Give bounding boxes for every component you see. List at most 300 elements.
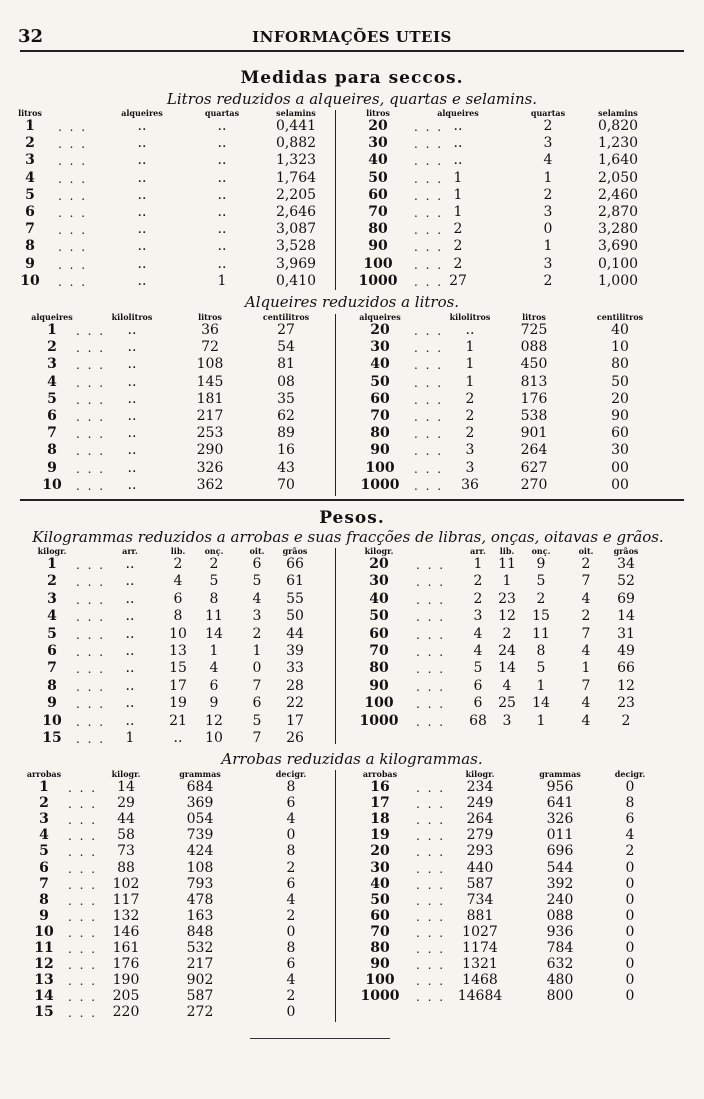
table-cell: 0 bbox=[252, 660, 262, 677]
table-cell: 27 bbox=[277, 322, 295, 338]
table-cell: .. bbox=[127, 459, 137, 476]
row-label: 60 bbox=[370, 907, 390, 924]
table-cell: 1 bbox=[536, 677, 546, 694]
table-cell: 1 bbox=[252, 643, 262, 659]
row-label: 1000 bbox=[360, 476, 400, 493]
table-cell: 1 bbox=[453, 169, 463, 186]
leader-dots: . . . bbox=[76, 324, 106, 338]
table-cell: 17 bbox=[286, 712, 304, 729]
table-cell: 12 bbox=[205, 712, 223, 729]
table-cell: 3 bbox=[252, 608, 262, 625]
leader-dots: . . . bbox=[414, 154, 444, 169]
leader-dots: . . . bbox=[414, 392, 444, 407]
table-cell: 161 bbox=[112, 940, 140, 956]
leader-dots: . . . bbox=[414, 410, 444, 424]
row-label: 9 bbox=[25, 255, 35, 272]
row-label: 50 bbox=[370, 373, 390, 390]
table1-subtitle: Litros reduzidos a alqueires, quartas e selamins. bbox=[166, 90, 538, 108]
table-cell: 1 bbox=[453, 186, 463, 203]
row-label: 2 bbox=[47, 339, 57, 356]
row-label: 10 bbox=[34, 923, 54, 940]
leader-dots: . . . bbox=[416, 697, 446, 712]
table-cell: .. bbox=[217, 169, 227, 186]
leader-dots: . . . bbox=[414, 358, 444, 373]
leader-dots: . . . bbox=[76, 461, 106, 476]
table-cell: 240 bbox=[546, 891, 574, 908]
table-cell: 12 bbox=[498, 608, 516, 625]
table-cell: 23 bbox=[498, 590, 516, 607]
leader-dots: . . . bbox=[414, 341, 444, 356]
table-cell: 88 bbox=[117, 859, 135, 876]
leader-dots: . . . bbox=[416, 909, 446, 924]
table-cell: 1027 bbox=[462, 923, 498, 940]
row-label: 20 bbox=[370, 322, 390, 338]
table-cell: 7 bbox=[581, 573, 591, 590]
leader-dots: . . . bbox=[416, 592, 446, 607]
row-label: 5 bbox=[47, 390, 57, 407]
row-label: 9 bbox=[47, 459, 57, 476]
table-cell: 3 bbox=[543, 255, 553, 272]
row-label: 7 bbox=[47, 425, 57, 442]
table-cell: 4 bbox=[286, 811, 296, 828]
table-cell: 20 bbox=[611, 390, 629, 407]
table-cell: 3,087 bbox=[275, 221, 317, 238]
table-cell: 11 bbox=[532, 625, 550, 642]
table-cell: .. bbox=[137, 135, 147, 152]
row-label: 15 bbox=[34, 1004, 54, 1021]
row-label: 40 bbox=[369, 590, 389, 607]
table-cell: 3 bbox=[502, 712, 512, 729]
leader-dots: . . . bbox=[76, 375, 106, 390]
table-cell: 0 bbox=[625, 779, 635, 795]
table-cell: 1,000 bbox=[597, 272, 639, 289]
table-cell: 4 bbox=[581, 712, 591, 729]
table-cell: 8 bbox=[625, 795, 635, 812]
table-cell: 0 bbox=[625, 891, 635, 908]
table-cell: 7 bbox=[581, 677, 591, 694]
table-cell: 4 bbox=[543, 152, 553, 169]
column-header: grammas bbox=[539, 769, 581, 779]
table-cell: 2 bbox=[252, 625, 262, 642]
table-cell: 44 bbox=[286, 625, 304, 642]
table-cell: 8 bbox=[286, 779, 296, 795]
table-cell: 734 bbox=[466, 891, 494, 908]
column-header: decigr. bbox=[275, 769, 307, 779]
leader-dots: . . . bbox=[414, 274, 444, 289]
row-label: 4 bbox=[39, 827, 49, 844]
table-cell: .. bbox=[127, 322, 137, 338]
table-cell: .. bbox=[217, 135, 227, 152]
row-label: 80 bbox=[370, 940, 390, 956]
table-cell: .. bbox=[127, 339, 137, 356]
table-cell: 2 bbox=[543, 186, 553, 203]
table-cell: 1 bbox=[209, 643, 219, 659]
table-cell: 3 bbox=[465, 442, 475, 459]
table-cell: 108 bbox=[196, 356, 224, 373]
table-cell: 6 bbox=[286, 956, 296, 973]
table-cell: 2 bbox=[173, 556, 183, 572]
row-label: 50 bbox=[370, 891, 390, 908]
table-cell: 31 bbox=[617, 625, 635, 642]
table-cell: 532 bbox=[186, 940, 214, 956]
leader-dots: . . . bbox=[68, 974, 98, 989]
leader-dots: . . . bbox=[414, 257, 444, 272]
table-cell: 1,640 bbox=[597, 152, 639, 169]
table-cell: 2 bbox=[286, 859, 296, 876]
table-cell: 793 bbox=[186, 875, 214, 892]
table-cell: 272 bbox=[186, 1004, 214, 1021]
leader-dots: . . . bbox=[414, 206, 444, 220]
table-cell: .. bbox=[127, 442, 137, 459]
row-label: 2 bbox=[39, 795, 49, 812]
table-cell: 80 bbox=[611, 356, 629, 373]
leader-dots: . . . bbox=[414, 171, 444, 186]
table-cell: 0 bbox=[625, 923, 635, 940]
table-cell: .. bbox=[217, 118, 227, 134]
table-cell: 145 bbox=[196, 373, 224, 390]
leader-dots: . . . bbox=[76, 662, 106, 677]
table-cell: 264 bbox=[466, 811, 494, 828]
table-cell: 19 bbox=[169, 695, 187, 712]
table-cell: 0,820 bbox=[597, 118, 639, 134]
table-cell: 55 bbox=[286, 590, 304, 607]
leader-dots: . . . bbox=[76, 478, 106, 493]
table-cell: 5 bbox=[209, 573, 219, 590]
table-cell: 088 bbox=[546, 907, 574, 924]
table-cell: 217 bbox=[186, 956, 214, 973]
table-cell: 176 bbox=[520, 390, 548, 407]
row-label: 1000 bbox=[359, 712, 399, 729]
table-cell: 90 bbox=[611, 408, 629, 424]
row-label: 80 bbox=[368, 221, 388, 238]
table-cell: 2 bbox=[453, 221, 463, 238]
row-label: 30 bbox=[369, 573, 389, 590]
leader-dots: . . . bbox=[76, 444, 106, 459]
table-cell: 61 bbox=[286, 573, 304, 590]
table-cell: 1,230 bbox=[597, 135, 639, 152]
row-label: 3 bbox=[25, 152, 35, 169]
leader-dots: . . . bbox=[68, 829, 98, 844]
table-cell: 2 bbox=[473, 590, 483, 607]
table-cell: 73 bbox=[117, 843, 135, 860]
table-cell: 587 bbox=[466, 875, 494, 892]
table-cell: 181 bbox=[196, 390, 224, 407]
table-cell: 2 bbox=[286, 988, 296, 1005]
row-label: 5 bbox=[25, 186, 35, 203]
leader-dots: . . . bbox=[414, 188, 444, 203]
table-cell: 7 bbox=[252, 677, 262, 694]
table-cell: 14 bbox=[205, 625, 223, 642]
table-cell: 1 bbox=[543, 238, 553, 255]
table-cell: 6 bbox=[625, 811, 635, 828]
leader-dots: . . . bbox=[76, 427, 106, 442]
table-cell: 2 bbox=[543, 118, 553, 134]
table-cell: 5 bbox=[252, 573, 262, 590]
table-cell: 901 bbox=[520, 425, 548, 442]
table-cell: .. bbox=[453, 152, 463, 169]
row-label: 80 bbox=[370, 425, 390, 442]
table-cell: 2 bbox=[621, 712, 631, 729]
table-cell: 0 bbox=[625, 907, 635, 924]
table-cell: 440 bbox=[466, 859, 494, 876]
column-header: lib. bbox=[499, 546, 515, 556]
row-label: 7 bbox=[47, 660, 57, 677]
column-divider bbox=[335, 548, 336, 744]
column-header: alqueires bbox=[437, 108, 479, 118]
table-cell: 2,870 bbox=[597, 204, 639, 220]
table-cell: 6 bbox=[252, 695, 262, 712]
table-cell: 58 bbox=[117, 827, 135, 844]
table-cell: 2 bbox=[473, 573, 483, 590]
leader-dots: . . . bbox=[416, 861, 446, 876]
table-cell: 478 bbox=[186, 891, 214, 908]
table-cell: .. bbox=[217, 238, 227, 255]
leader-dots: . . . bbox=[76, 610, 106, 625]
table-cell: 6 bbox=[209, 677, 219, 694]
leader-dots: . . . bbox=[76, 697, 106, 712]
row-label: 3 bbox=[47, 356, 57, 373]
column-header: kilogr. bbox=[364, 546, 394, 556]
column-header: grãos bbox=[613, 546, 639, 556]
table-cell: 1 bbox=[502, 573, 512, 590]
table-cell: .. bbox=[125, 677, 135, 694]
table-cell: .. bbox=[137, 152, 147, 169]
column-divider bbox=[335, 770, 336, 1022]
table-cell: 2 bbox=[625, 843, 635, 860]
table-cell: 234 bbox=[466, 779, 494, 795]
row-label: 1000 bbox=[360, 988, 400, 1005]
table-cell: .. bbox=[127, 373, 137, 390]
table-cell: 784 bbox=[546, 940, 574, 956]
table-cell: 0 bbox=[286, 827, 296, 844]
table-cell: 1 bbox=[465, 373, 475, 390]
table-cell: 29 bbox=[117, 795, 135, 812]
table-cell: 4 bbox=[173, 573, 183, 590]
table-cell: 1174 bbox=[462, 940, 498, 956]
table-cell: .. bbox=[137, 255, 147, 272]
table-cell: 62 bbox=[277, 408, 295, 424]
table-cell: 70 bbox=[277, 476, 295, 493]
leader-dots: . . . bbox=[58, 206, 88, 220]
row-label: 60 bbox=[369, 625, 389, 642]
column-header: arrobas bbox=[362, 769, 398, 779]
table-cell: .. bbox=[125, 608, 135, 625]
row-label: 40 bbox=[370, 356, 390, 373]
table-cell: 3 bbox=[465, 459, 475, 476]
row-label: 5 bbox=[39, 843, 49, 860]
leader-dots: . . . bbox=[416, 942, 446, 956]
row-label: 1000 bbox=[358, 272, 398, 289]
row-label: 20 bbox=[368, 118, 388, 134]
column-header: litros bbox=[18, 108, 42, 118]
table-cell: 544 bbox=[546, 859, 574, 876]
column-header: kilolitros bbox=[449, 312, 491, 322]
table-cell: 176 bbox=[112, 956, 140, 973]
table-cell: 2,205 bbox=[275, 186, 317, 203]
table-cell: .. bbox=[137, 238, 147, 255]
table-cell: .. bbox=[217, 152, 227, 169]
leader-dots: . . . bbox=[416, 558, 446, 572]
table-cell: 9 bbox=[536, 556, 546, 572]
table-cell: 49 bbox=[617, 643, 635, 659]
table-cell: 6 bbox=[286, 875, 296, 892]
table-cell: 450 bbox=[520, 356, 548, 373]
leader-dots: . . . bbox=[68, 893, 98, 908]
leader-dots: . . . bbox=[416, 662, 446, 677]
leader-dots: . . . bbox=[414, 461, 444, 476]
table-cell: 10 bbox=[205, 730, 223, 746]
table-cell: 2 bbox=[581, 608, 591, 625]
table-cell: 725 bbox=[520, 322, 548, 338]
column-divider bbox=[335, 110, 336, 290]
row-label: 1 bbox=[47, 556, 57, 572]
leader-dots: . . . bbox=[416, 893, 446, 908]
leader-dots: . . . bbox=[68, 958, 98, 973]
table-cell: 4 bbox=[209, 660, 219, 677]
row-label: 50 bbox=[369, 608, 389, 625]
table-cell: 1 bbox=[536, 712, 546, 729]
column-header: litros bbox=[366, 108, 390, 118]
table-cell: 66 bbox=[286, 556, 304, 572]
table-cell: .. bbox=[127, 408, 137, 424]
table-cell: 8 bbox=[173, 608, 183, 625]
row-label: 16 bbox=[370, 779, 390, 795]
column-header: kilogr. bbox=[111, 769, 141, 779]
table-cell: 3,690 bbox=[597, 238, 639, 255]
table-cell: .. bbox=[217, 186, 227, 203]
table-cell: 36 bbox=[461, 476, 479, 493]
column-header: centilitros bbox=[596, 312, 644, 322]
table-cell: .. bbox=[125, 712, 135, 729]
table-cell: 69 bbox=[617, 590, 635, 607]
table-cell: 1 bbox=[465, 356, 475, 373]
table-cell: 1 bbox=[217, 272, 227, 289]
row-label: 6 bbox=[47, 408, 57, 424]
table-cell: 0 bbox=[286, 1004, 296, 1021]
table-cell: 7 bbox=[252, 730, 262, 746]
table-cell: .. bbox=[125, 643, 135, 659]
leader-dots: . . . bbox=[68, 813, 98, 828]
column-header: decigr. bbox=[614, 769, 646, 779]
row-label: 12 bbox=[34, 956, 54, 973]
column-header: alqueires bbox=[359, 312, 401, 322]
table-cell: 0 bbox=[625, 875, 635, 892]
column-header: litros bbox=[522, 312, 546, 322]
table-cell: 0 bbox=[625, 988, 635, 1005]
leader-dots: . . . bbox=[414, 223, 444, 238]
table-cell: 0,882 bbox=[275, 135, 317, 152]
column-header: grammas bbox=[179, 769, 221, 779]
table-cell: 0 bbox=[625, 956, 635, 973]
table-cell: 5 bbox=[252, 712, 262, 729]
table-cell: 249 bbox=[466, 795, 494, 812]
table-cell: 8 bbox=[209, 590, 219, 607]
leader-dots: . . . bbox=[76, 575, 106, 590]
table-cell: 4 bbox=[581, 643, 591, 659]
row-label: 6 bbox=[47, 643, 57, 659]
column-header: kilolitros bbox=[111, 312, 153, 322]
table-cell: 217 bbox=[196, 408, 224, 424]
table-cell: .. bbox=[453, 135, 463, 152]
leader-dots: . . . bbox=[416, 679, 446, 694]
table-cell: 72 bbox=[201, 339, 219, 356]
leader-dots: . . . bbox=[414, 375, 444, 390]
table-cell: 480 bbox=[546, 972, 574, 989]
table-cell: 39 bbox=[286, 643, 304, 659]
leader-dots: . . . bbox=[76, 732, 106, 746]
leader-dots: . . . bbox=[416, 610, 446, 625]
row-label: 1 bbox=[47, 322, 57, 338]
column-header: selamins bbox=[598, 108, 638, 118]
row-label: 100 bbox=[365, 972, 395, 989]
table-cell: 264 bbox=[520, 442, 548, 459]
row-label: 8 bbox=[25, 238, 35, 255]
table-cell: 1,323 bbox=[275, 152, 317, 169]
table-cell: .. bbox=[127, 425, 137, 442]
row-label: 70 bbox=[370, 408, 390, 424]
table-cell: .. bbox=[125, 660, 135, 677]
row-label: 6 bbox=[39, 859, 49, 876]
leader-dots: . . . bbox=[68, 861, 98, 876]
row-label: 17 bbox=[370, 795, 390, 812]
row-label: 70 bbox=[370, 923, 390, 940]
table-cell: 4 bbox=[581, 590, 591, 607]
table-cell: 2 bbox=[209, 556, 219, 572]
table-cell: 4 bbox=[502, 677, 512, 694]
table-cell: 9 bbox=[209, 695, 219, 712]
table-cell: .. bbox=[137, 118, 147, 134]
table-cell: 2 bbox=[465, 408, 475, 424]
leader-dots: . . . bbox=[416, 627, 446, 642]
table-cell: 270 bbox=[520, 476, 548, 493]
table-cell: 3 bbox=[543, 204, 553, 220]
table-cell: 13 bbox=[169, 643, 187, 659]
table-cell: 89 bbox=[277, 425, 295, 442]
table-cell: 1 bbox=[125, 730, 135, 746]
table-cell: 2 bbox=[465, 425, 475, 442]
leader-dots: . . . bbox=[416, 829, 446, 844]
table-cell: 4 bbox=[286, 891, 296, 908]
row-label: 90 bbox=[369, 677, 389, 694]
table-cell: .. bbox=[137, 221, 147, 238]
column-header: litros bbox=[198, 312, 222, 322]
leader-dots: . . . bbox=[58, 137, 88, 152]
row-label: 1 bbox=[25, 118, 35, 134]
row-label: 30 bbox=[370, 859, 390, 876]
leader-dots: . . . bbox=[76, 627, 106, 642]
table-cell: 290 bbox=[196, 442, 224, 459]
table-cell: .. bbox=[137, 272, 147, 289]
row-label: 1 bbox=[39, 779, 49, 795]
table-cell: 936 bbox=[546, 923, 574, 940]
table-cell: 5 bbox=[473, 660, 483, 677]
table-cell: 17 bbox=[169, 677, 187, 694]
table-cell: 011 bbox=[546, 827, 574, 844]
table-cell: .. bbox=[465, 322, 475, 338]
table-cell: 2 bbox=[581, 556, 591, 572]
table-cell: 881 bbox=[466, 907, 494, 924]
table-cell: 8 bbox=[286, 940, 296, 956]
table-cell: .. bbox=[125, 573, 135, 590]
table-cell: 088 bbox=[520, 339, 548, 356]
table-cell: 0,410 bbox=[275, 272, 317, 289]
table-cell: 14 bbox=[498, 660, 516, 677]
column-header: oit. bbox=[578, 546, 594, 556]
table-cell: 641 bbox=[546, 795, 574, 812]
table-cell: 6 bbox=[173, 590, 183, 607]
table-cell: 253 bbox=[196, 425, 224, 442]
leader-dots: . . . bbox=[58, 274, 88, 289]
